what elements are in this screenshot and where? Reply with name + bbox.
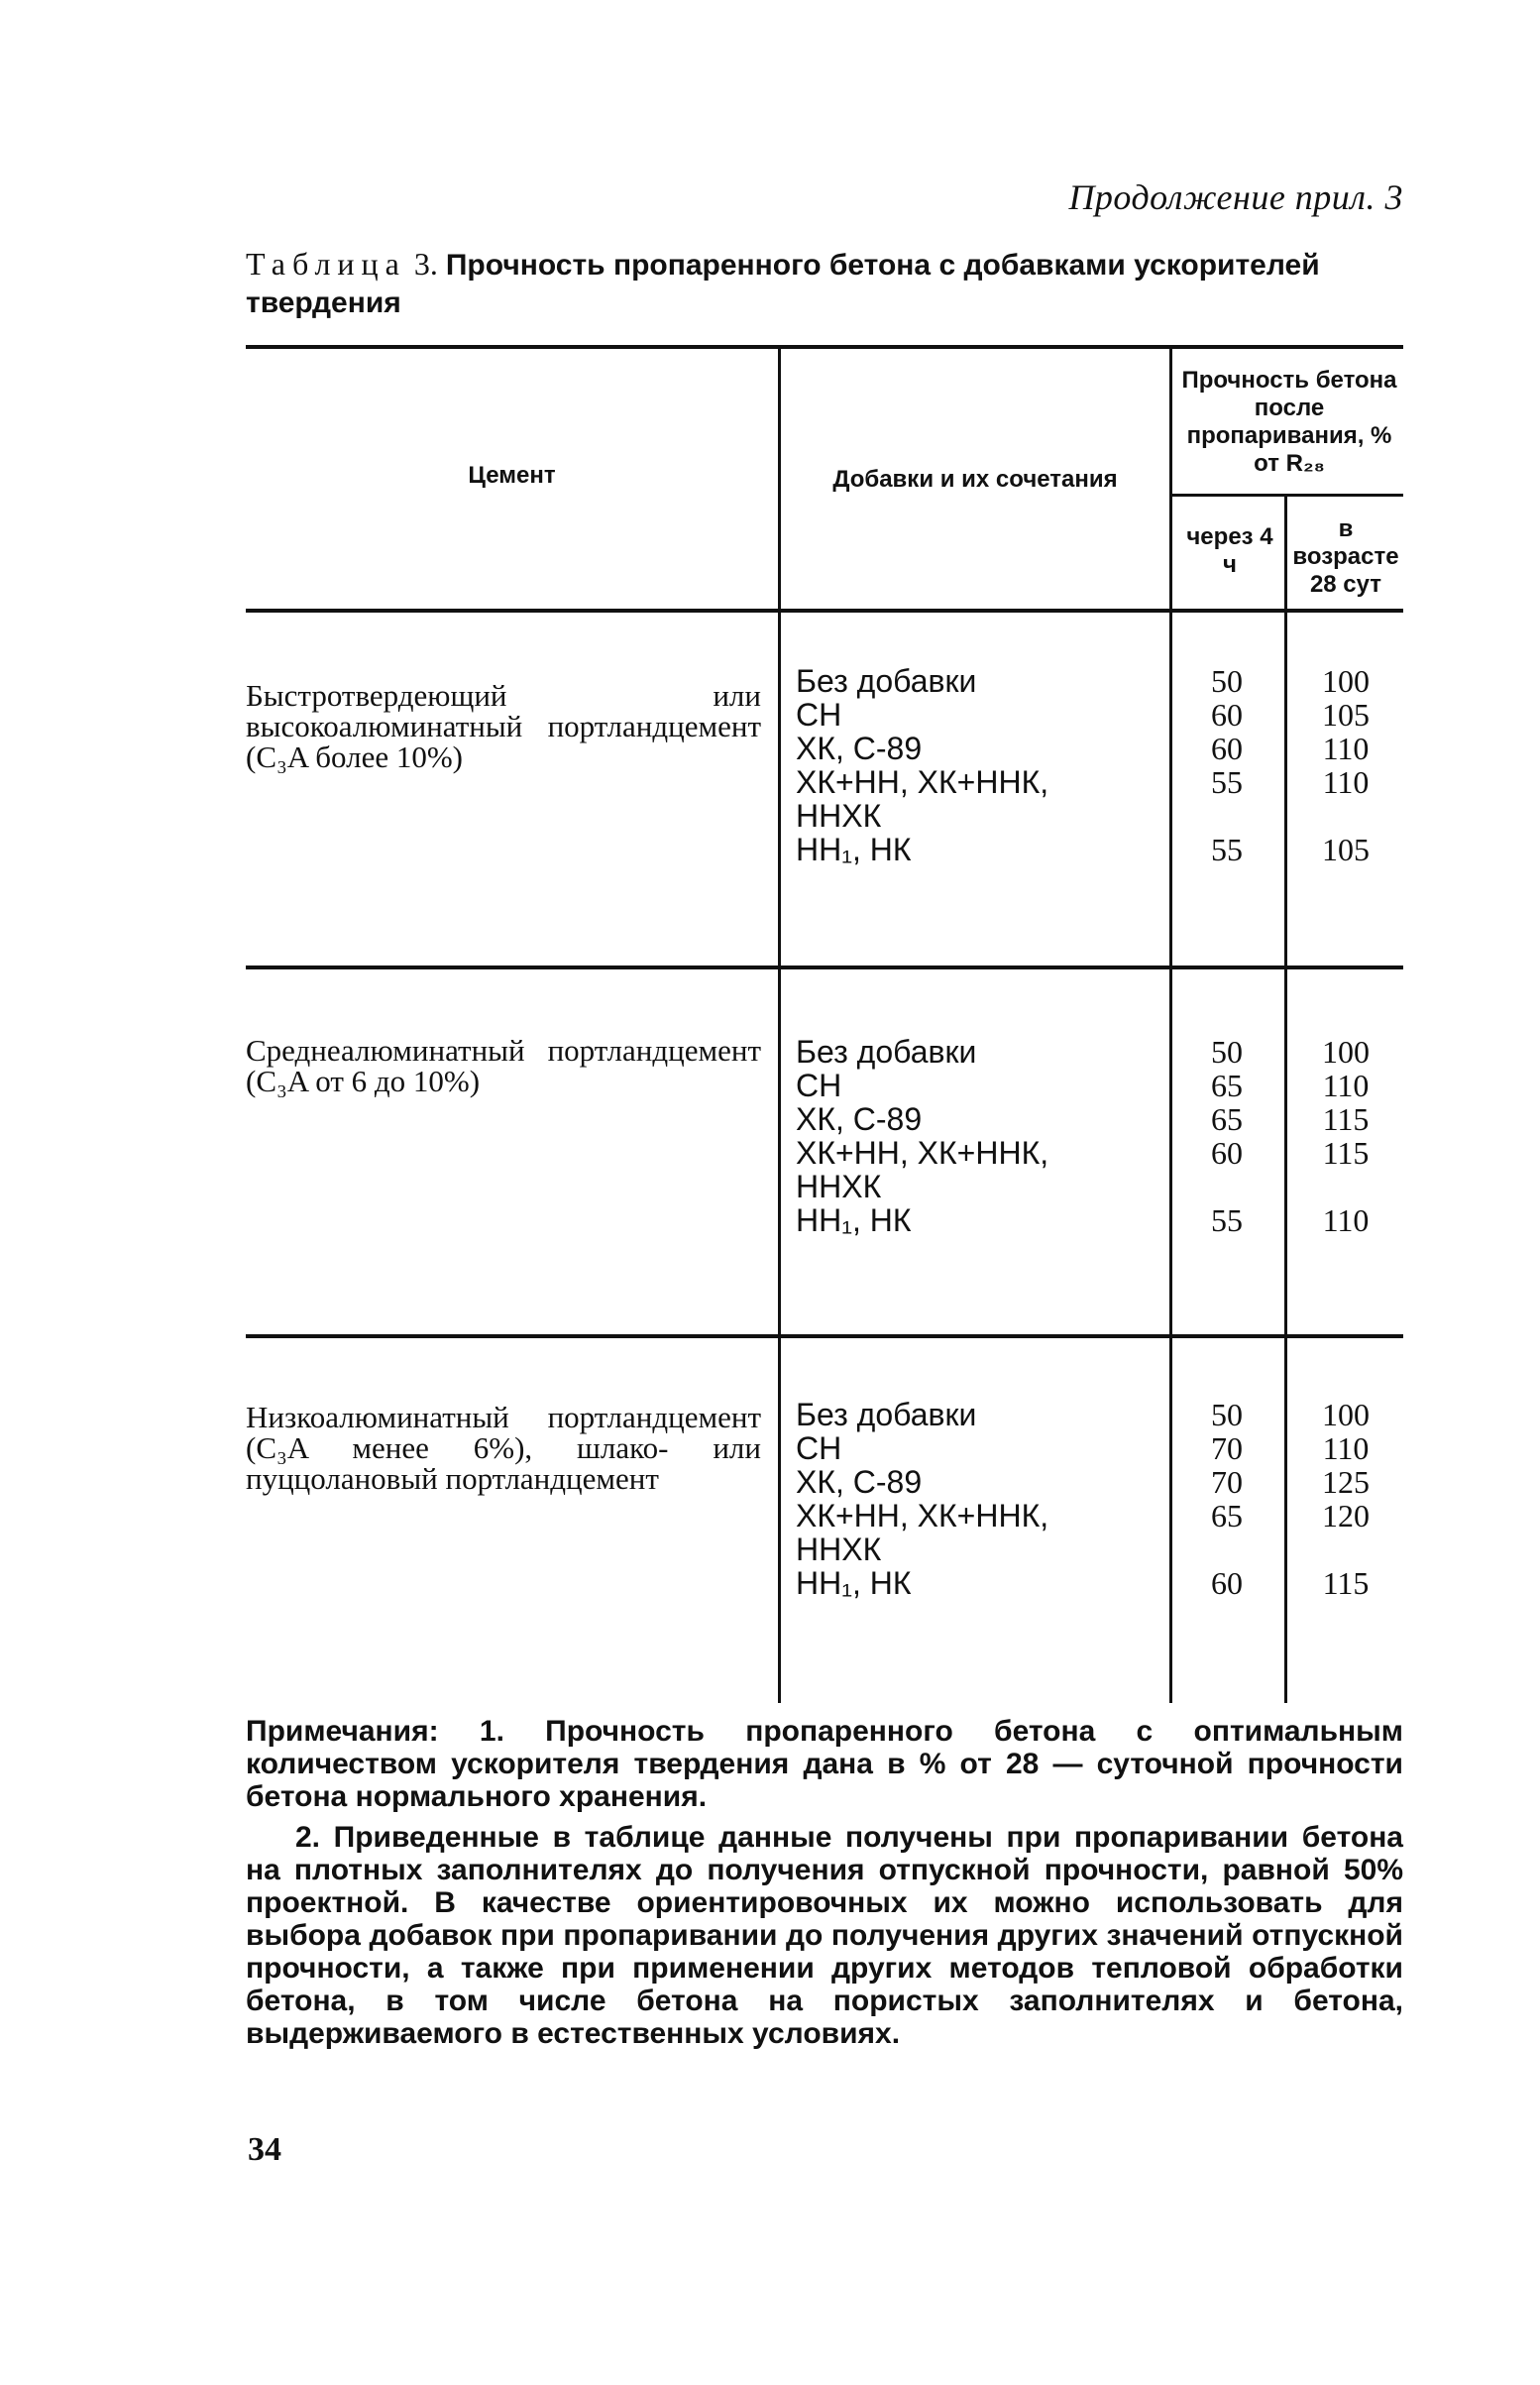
- value-cell: 65: [1211, 1101, 1243, 1137]
- values-at-28d: [1288, 1035, 1403, 1237]
- group-divider: [246, 965, 1403, 969]
- additive-item: ХК+НН, ХК+ННК,: [796, 764, 1049, 800]
- table-number: 3.: [413, 246, 438, 282]
- cement-type: Низкоалюминатный портландцемент (C₃A менее 6%), шлако- или пуццолановый портландцемент: [246, 1400, 761, 1496]
- additive-item: ННХК: [796, 1532, 882, 1567]
- value-cell: 50: [1211, 1034, 1243, 1070]
- value-cell: 115: [1322, 1101, 1370, 1137]
- value-cell: 105: [1322, 832, 1370, 867]
- value-cell: 115: [1322, 1135, 1370, 1171]
- value-cell: 60: [1211, 731, 1243, 766]
- value-cell: 100: [1322, 1034, 1370, 1070]
- additive-item: НН₁, НК: [796, 1565, 912, 1601]
- additive-item: СН: [796, 697, 842, 733]
- cement-type: Среднеалюминатный портландцемент (C₃A от 6 до 10%): [246, 1033, 761, 1098]
- value-cell: 105: [1322, 697, 1370, 733]
- values-after-4h: [1172, 664, 1281, 866]
- column-divider: [1284, 496, 1287, 1703]
- table-word: Таблица: [246, 246, 406, 282]
- value-cell: [1288, 799, 1403, 833]
- value-cell: 60: [1211, 697, 1243, 733]
- additive-item: ННХК: [796, 1169, 882, 1204]
- note-2: 2. Приведенные в таблице данные получены при пропаривании бетона на плотных заполнителях до получения отпускной прочности, равной 50% проектной. В качестве ориентировочных их можно использовать для выбора добавок при пропаривании до получения других значений отпускной прочности, а также при применении других методов тепловой обработки бетона, в том числе бетона на пористых заполнителях и бетона, выдерживаемого в естественных условиях.: [246, 1821, 1403, 2050]
- header-strength: Прочность бетона после пропаривания, % от R₂₈: [1181, 367, 1397, 477]
- values-at-28d: [1288, 1398, 1403, 1600]
- header-additives: Добавки и их сочетания: [832, 466, 1118, 493]
- value-cell: [1288, 1533, 1403, 1566]
- strength-table: [246, 345, 1403, 1703]
- value-cell: 110: [1322, 764, 1370, 800]
- additive-item: Без добавки: [796, 1397, 977, 1432]
- value-cell: 65: [1211, 1498, 1243, 1533]
- value-cell: 115: [1322, 1565, 1370, 1601]
- table-notes: [246, 1715, 1403, 2050]
- value-cell: 70: [1211, 1464, 1243, 1500]
- additives-list: [796, 1398, 1192, 1600]
- additive-item: ННХК: [796, 798, 882, 834]
- table-title: [246, 246, 1403, 321]
- additive-item: Без добавки: [796, 663, 977, 699]
- header-at-28d: в возрасте 28 сут: [1292, 515, 1399, 598]
- additive-item: НН₁, НК: [796, 832, 912, 867]
- value-cell: 125: [1322, 1464, 1370, 1500]
- value-cell: 110: [1322, 1202, 1370, 1238]
- additive-item: СН: [796, 1068, 842, 1103]
- additives-list: [796, 1035, 1192, 1237]
- value-cell: 120: [1322, 1498, 1370, 1533]
- value-cell: 110: [1322, 1068, 1370, 1103]
- values-at-28d: [1288, 664, 1403, 866]
- header-cement: Цемент: [468, 462, 556, 489]
- value-cell: 100: [1322, 1397, 1370, 1432]
- value-cell: 65: [1211, 1068, 1243, 1103]
- values-after-4h: [1172, 1398, 1281, 1600]
- value-cell: [1288, 1170, 1403, 1203]
- additive-item: ХК, С-89: [796, 731, 923, 766]
- additive-item: ХК+НН, ХК+ННК,: [796, 1135, 1049, 1171]
- value-cell: [1172, 1533, 1281, 1566]
- additive-item: ХК+НН, ХК+ННК,: [796, 1498, 1049, 1533]
- additives-list: [796, 664, 1192, 866]
- additive-item: Без добавки: [796, 1034, 977, 1070]
- column-divider: [778, 349, 781, 1703]
- group-divider: [246, 1334, 1403, 1338]
- value-cell: 110: [1322, 1430, 1370, 1466]
- value-cell: 70: [1211, 1430, 1243, 1466]
- additive-item: СН: [796, 1430, 842, 1466]
- table-top-rule: [246, 345, 1403, 349]
- value-cell: 110: [1322, 731, 1370, 766]
- value-cell: [1172, 799, 1281, 833]
- additive-item: НН₁, НК: [796, 1202, 912, 1238]
- header-after-4h: через 4 ч: [1186, 523, 1273, 578]
- cement-type: Быстротвердеющий или высокоалюминатный портландцемент (C₃A более 10%): [246, 678, 761, 774]
- value-cell: [1172, 1170, 1281, 1203]
- note-1: Примечания: 1. Прочность пропаренного бетона с оптимальным количеством ускорителя твердения дана в % от 28 — суточной прочности бетона нормального хранения.: [246, 1715, 1403, 1813]
- values-after-4h: [1172, 1035, 1281, 1237]
- value-cell: 60: [1211, 1135, 1243, 1171]
- page-number: 34: [248, 2131, 281, 2168]
- additive-item: ХК, С-89: [796, 1101, 923, 1137]
- value-cell: 50: [1211, 1397, 1243, 1432]
- header-bottom-rule: [246, 609, 1403, 613]
- value-cell: 55: [1211, 832, 1243, 867]
- value-cell: 55: [1211, 764, 1243, 800]
- value-cell: 60: [1211, 1565, 1243, 1601]
- value-cell: 100: [1322, 663, 1370, 699]
- continuation-label: Продолжение прил. 3: [1068, 177, 1403, 217]
- value-cell: 55: [1211, 1202, 1243, 1238]
- value-cell: 50: [1211, 663, 1243, 699]
- table-caption: Прочность пропаренного бетона с добавками ускорителей твердения: [246, 249, 1320, 319]
- additive-item: ХК, С-89: [796, 1464, 923, 1500]
